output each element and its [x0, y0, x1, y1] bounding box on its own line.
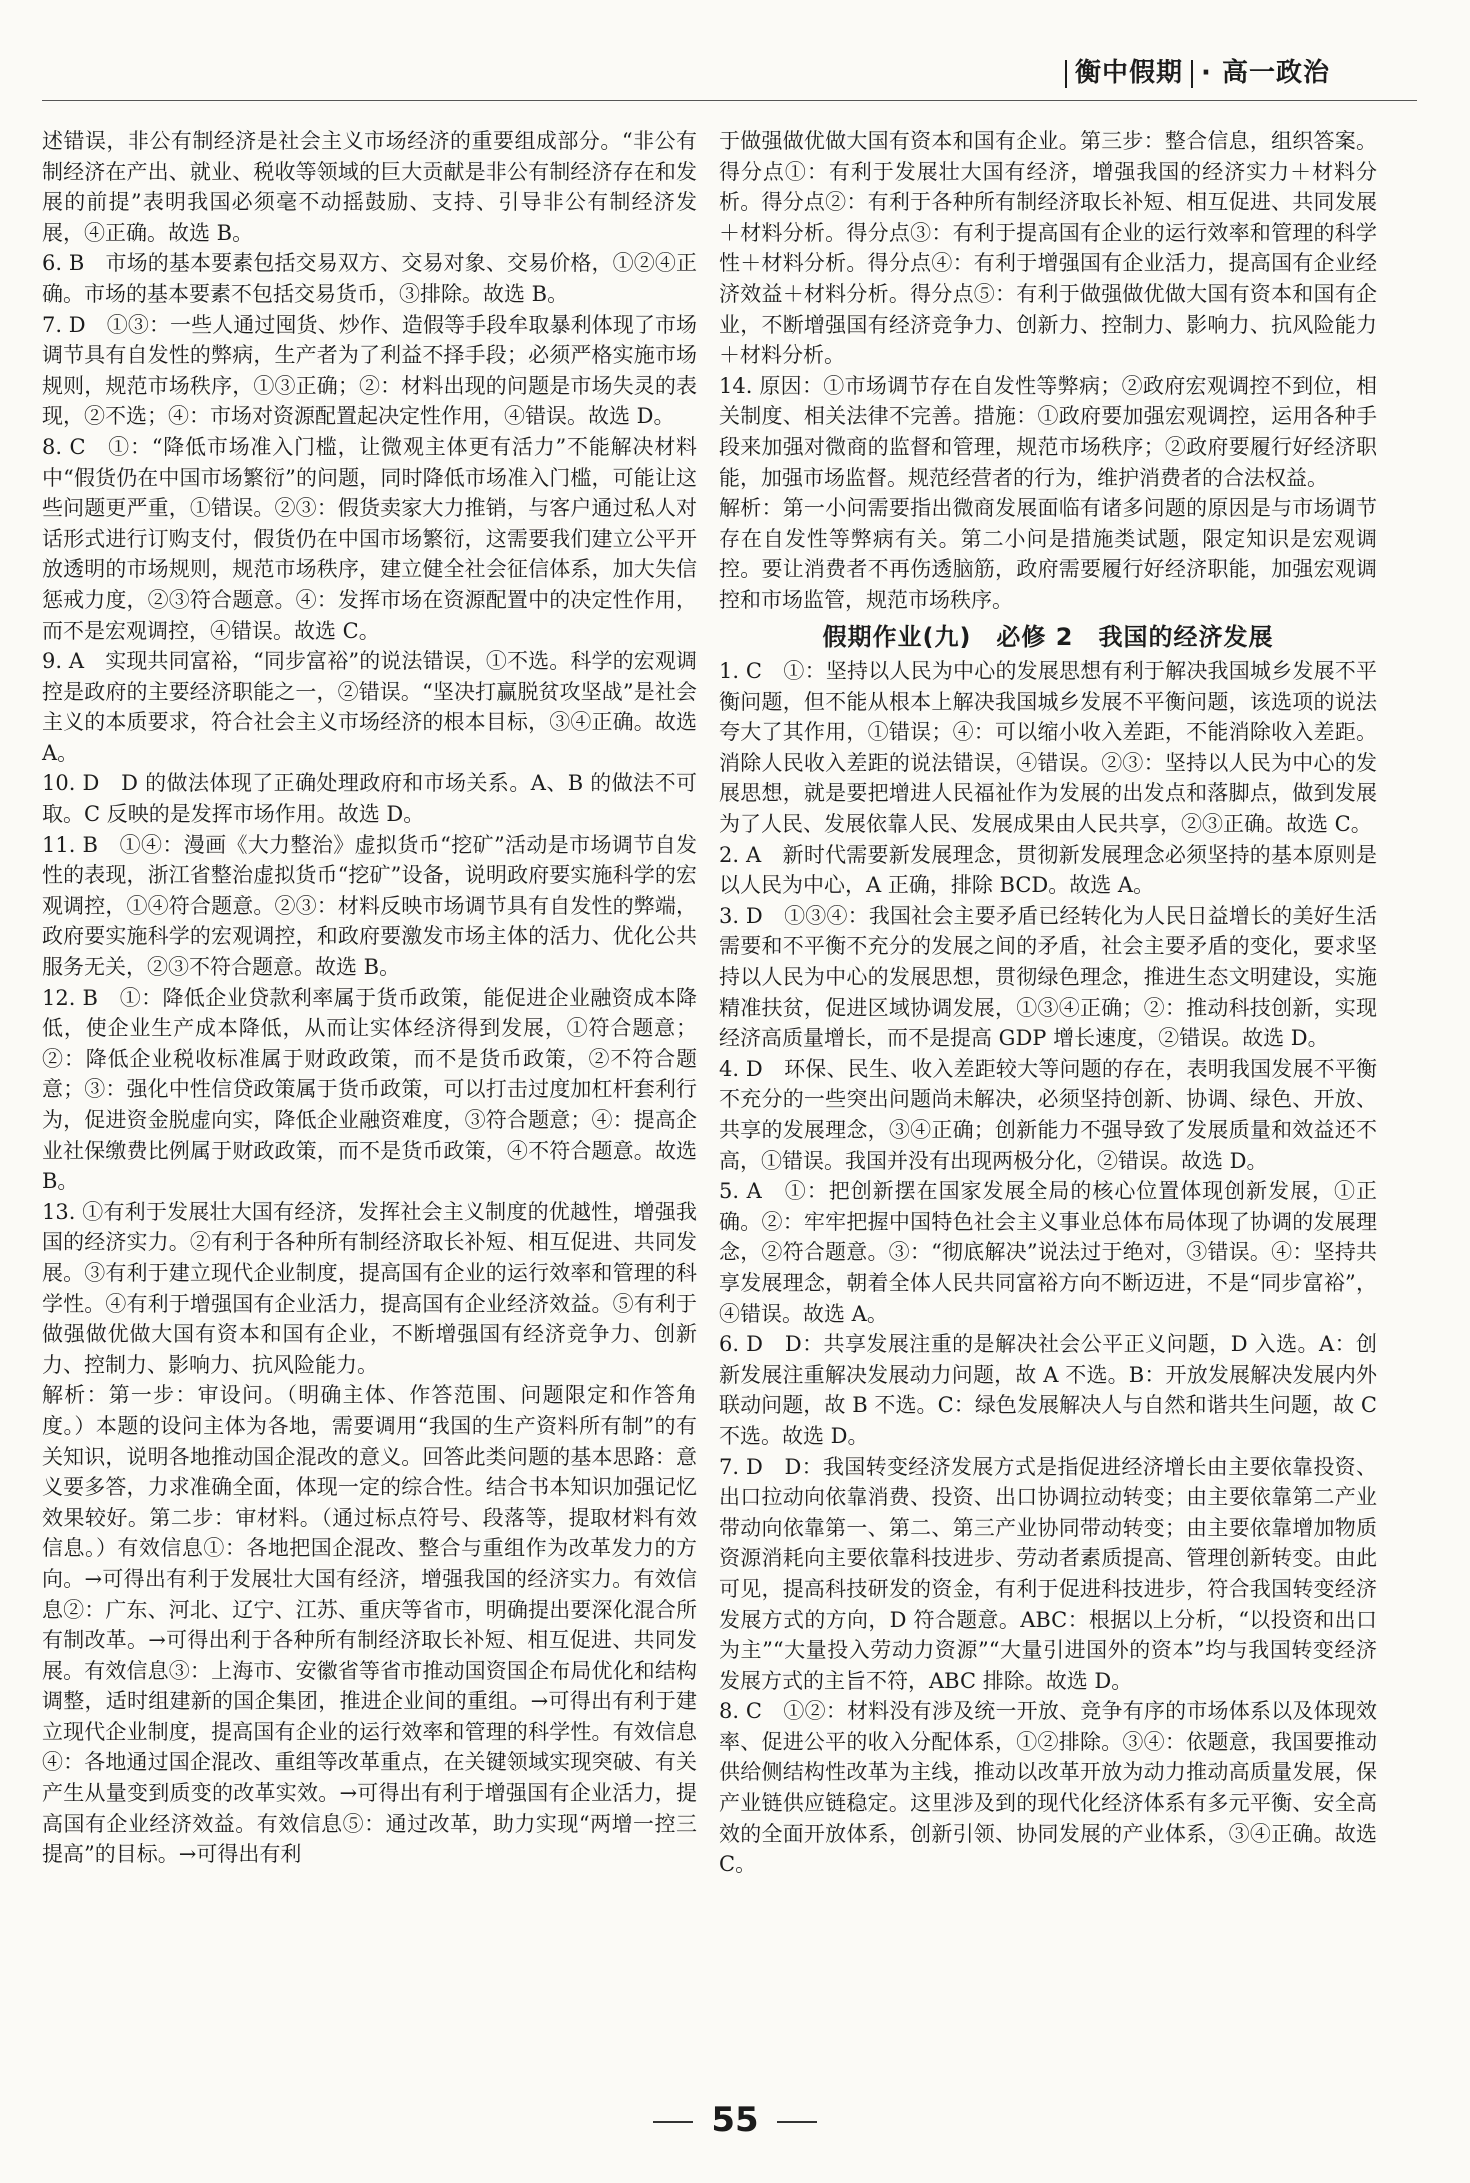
answer-item-14: 14. 原因：①市场调节存在自发性等弊病；②政府宏观调控不到位，相关制度、相关法律不完善。措施：①政府要加强宏观调控，运用各种手段来加强对微商的监督和管理，规范市场秩序；②政府要履行好经济职能，加强市场监督。规范经营者的行为，维护消费者的合法权益。: [719, 373, 1377, 490]
analysis-13-continued: 于做强做优做大国有资本和国有企业。第三步：整合信息，组织答案。得分点①：有利于发展壮大国有经济，增强我国的经济实力＋材料分析。得分点②：有利于各种所有制经济取长补短、相互促进、共同发展＋材料分析。得分点③：有利于提高国有企业的运行效率和管理的科学性＋材料分析。得分点④：有利于增强国有企业活力，提高国有企业经济效益＋材料分析。得分点⑤：有利于做强做优做大国有资本和国有企业，不断增强国有经济竞争力、创新力、控制力、影响力、抗风险能力＋材料分析。: [719, 129, 1377, 368]
answer-item-9: 9. A 实现共同富裕，“同步富裕”的说法错误，①不选。科学的宏观调控是政府的主要经济职能之一，②错误。“坚决打赢脱贫攻坚战”是社会主义的本质要求，符合社会主义市场经济的根本目标，③④正确。故选 A。: [42, 649, 697, 765]
answer-item-11: 11. B ①④：漫画《大力整治》虚拟货币“挖矿”活动是市场调节自发性的表现，浙江省整治虚拟货币“挖矿”设备，说明政府要实施科学的宏观调控，①④符合题意。②③：材料反映市场调节具有自发性的弊端，政府要实施科学的宏观调控，和政府要激发市场主体的活力、优化公共服务无关，②③不符合题意。故选 B。: [42, 832, 697, 980]
analysis-14: 解析：第一小问需要指出微商发展面临有诸多问题的原因是与市场调节存在自发性等弊病有关。第二小问是措施类试题，限定知识是宏观调控。要让消费者不再伤透脑筋，政府需要履行好经济职能，加强宏观调控和市场监管，规范市场秩序。: [719, 496, 1377, 612]
page-header: [1057, 52, 1330, 89]
answer-item-3: 3. D ①③④：我国社会主要矛盾已经转化为人民日益增长的美好生活需要和不平衡不充分的发展之间的矛盾，社会主要矛盾的变化，要求坚持以人民为中心的发展思想，贯彻绿色理念，推进生态文明建设，实施精准扶贫，促进区域协调发展，①③④正确；②：推动科技创新，实现经济高质量增长，而不是提高 GDP 增长速度，②错误。故选 D。: [719, 903, 1377, 1051]
answer-item-6b: 6. D D：共享发展注重的是解决社会公平正义问题，D 入选。A：创新发展注重解决发展动力问题，故 A 不选。B：开放发展解决发展内外联动问题，故 B 不选。C：绿色发展解决人与自然和谐共生问题，故 C 不选。故选 D。: [719, 1332, 1377, 1448]
header-rule: [42, 100, 1417, 101]
answer-item-8: 8. C ①：“降低市场准入门槛，让微观主体更有活力”不能解决材料中“假货仍在中国市场繁衍”的问题，同时降低市场准入门槛，可能让这些问题更严重，①错误。②③：假货卖家大力推销，与客户通过私人对话形式进行订购支付，假货仍在中国市场繁衍，这需要我们建立公平开放透明的市场规则，规范市场秩序，建立健全社会征信体系，加大失信惩戒力度，②③符合题意。④：发挥市场在资源配置中的决定性作用，而不是宏观调控，④错误。故选 C。: [42, 434, 697, 643]
answer-paragraph: 述错误，非公有制经济是社会主义市场经济的重要组成部分。“非公有制经济在产出、就业、税收等领域的巨大贡献是非公有制经济存在和发展的前提”表明我国必须毫不动摇鼓励、支持、引导非公有制经济发展，④正确。故选 B。: [42, 129, 697, 245]
answer-item-1: 1. C ①：坚持以人民为中心的发展思想有利于解决我国城乡发展不平衡问题，但不能从根本上解决我国城乡发展不平衡问题，该选项的说法夸大了其作用，①错误；④：可以缩小收入差距，不能消除收入差距。消除人民收入差距的说法错误，④错误。②③：坚持以人民为中心的发展思想，就是要把增进人民福祉作为发展的出发点和落脚点，做到发展为了人民、发展依靠人民、发展成果由人民共享，②③正确。故选 C。: [719, 659, 1377, 837]
page-footer: [0, 2100, 1470, 2140]
answer-item-4: 4. D 环保、民生、收入差距较大等问题的存在，表明我国发展不平衡不充分的一些突出问题尚未解决，必须坚持创新、协调、绿色、开放、共享的发展理念，③④正确；创新能力不强导致了发展质量和效益还不高，①错误。我国并没有出现两极分化，②错误。故选 D。: [719, 1056, 1377, 1173]
header-book-title: 衡中假期: [1075, 58, 1184, 88]
answer-item-5: 5. A ①：把创新摆在国家发展全局的核心位置体现创新发展，①正确。②：牢牢把握中国特色社会主义事业总体布局体现了协调的发展理念，②符合题意。③：“彻底解决”说法过于绝对，③错误。④：坚持共享发展理念，朝着全体人民共同富裕方向不断迈进，不是“同步富裕”，④错误。故选 A。: [719, 1179, 1377, 1326]
analysis-13: 解析：第一步：审设问。（明确主体、作答范围、问题限定和作答角度。）本题的设问主体为各地，需要调用“我国的生产资料所有制”的有关知识，说明各地推动国企混改的意义。回答此类问题的基本思路：意义要多答，力求准确全面，体现一定的综合性。结合书本知识加强记忆效果较好。第二步：审材料。（通过标点符号、段落等，提取材料有效信息。）有效信息①：各地把国企混改、整合与重组作为改革发力的方向。→可得出有利于发展壮大国有经济，增强我国的经济实力。有效信息②：广东、河北、辽宁、江苏、重庆等省市，明确提出要深化混合所有制改革。→可得出利于各种所有制经济取长补短、相互促进、共同发展。有效信息③：上海市、安徽省等省市推动国资国企布局优化和结构调整，适时组建新的国企集团，推进企业间的重组。→可得出有利于建立现代企业制度，提高国有企业的运行效率和管理的科学性。有效信息④：各地通过国企混改、重组等改革重点，在关键领域实现突破、有关产生从量变到质变的改革实效。→可得出有利于增强国有企业活力，提高国有企业经济效益。有效信息⑤：通过改革，助力实现“两增一控三提高”的目标。→可得出有利: [42, 1383, 697, 1867]
header-divider: [1065, 60, 1067, 88]
answer-item-2: 2. A 新时代需要新发展理念，贯彻新发展理念必须坚持的基本原则是以人民为中心，A 正确，排除 BCD。故选 A。: [719, 842, 1377, 898]
footer-dash: [777, 2121, 817, 2123]
answer-item-10: 10. D D 的做法体现了正确处理政府和市场关系。A、B 的做法不可取。C 反映的是发挥市场作用。故选 D。: [42, 771, 697, 827]
header-subject: 高一政治: [1221, 58, 1330, 88]
header-dot: ·: [1201, 58, 1212, 88]
header-divider: [1191, 60, 1193, 88]
answer-item-7b: 7. D D：我国转变经济发展方式是指促进经济增长由主要依靠投资、出口拉动向依靠消费、投资、出口协调拉动转变；由主要依靠第二产业带动向依靠第一、第二、第三产业协同带动转变；由主要依靠增加物质资源消耗向主要依靠科技进步、劳动者素质提高、管理创新转变。由此可见，提高科技研发的资金，有利于促进科技进步，符合我国转变经济发展方式的方向，D 符合题意。ABC：根据以上分析，“以投资和出口为主”“大量投入劳动力资源”“大量引进国外的资本”均与我国转变经济发展方式的主旨不符，ABC 排除。故选 D。: [719, 1454, 1377, 1693]
answer-item-8b: 8. C ①②：材料没有涉及统一开放、竞争有序的市场体系以及体现效率、促进公平的收入分配体系，①②排除。③④：依题意，我国要推动供给侧结构性改革为主线，推动以改革开放为动力推动高质量发展，保产业链供应链稳定。这里涉及到的现代化经济体系有多元平衡、安全高效的全面开放体系，创新引领、协同发展的产业体系，③④正确。故选 C。: [719, 1699, 1377, 1877]
right-column: [719, 126, 1377, 1880]
answer-item-13: 13. ①有利于发展壮大国有经济，发挥社会主义制度的优越性，增强我国的经济实力。②有利于各种所有制经济取长补短、相互促进、共同发展。③有利于建立现代企业制度，提高国有企业的运行效率和管理的科学性。④有利于增强国有企业活力，提高国有企业经济效益。⑤有利于做强做优做大国有资本和国有企业，不断增强国有经济竞争力、创新力、控制力、影响力、抗风险能力。: [42, 1199, 697, 1377]
section-title: 假期作业(九) 必修 2 我国的经济发展: [822, 622, 1274, 651]
answer-item-7: 7. D ①③：一些人通过囤货、炒作、造假等手段牟取暴利体现了市场调节具有自发性的弊病，生产者为了利益不择手段；必须严格实施市场规则，规范市场秩序，①③正确；②：材料出现的问题是市场失灵的表现，②不选；④：市场对资源配置起决定性作用，④错误。故选 D。: [42, 312, 697, 429]
page-number: 55: [711, 2100, 759, 2140]
left-column: [42, 126, 697, 1870]
answer-item-12: 12. B ①：降低企业贷款利率属于货币政策，能促进企业融资成本降低，使企业生产成本降低，从而让实体经济得到发展，①符合题意；②：降低企业税收标准属于财政政策，而不是货币政策，②不符合题意；③：强化中性信贷政策属于货币政策，可以打击过度加杠杆套利行为，促进资金脱虚向实，降低企业融资难度，③符合题意；④：提高企业社保缴费比例属于财政政策，而不是货币政策，④不符合题意。故选 B。: [42, 985, 697, 1194]
footer-dash: [653, 2121, 693, 2123]
answer-item-6: 6. B 市场的基本要素包括交易双方、交易对象、交易价格，①②④正确。市场的基本要素不包括交易货币，③排除。故选 B。: [42, 251, 697, 306]
